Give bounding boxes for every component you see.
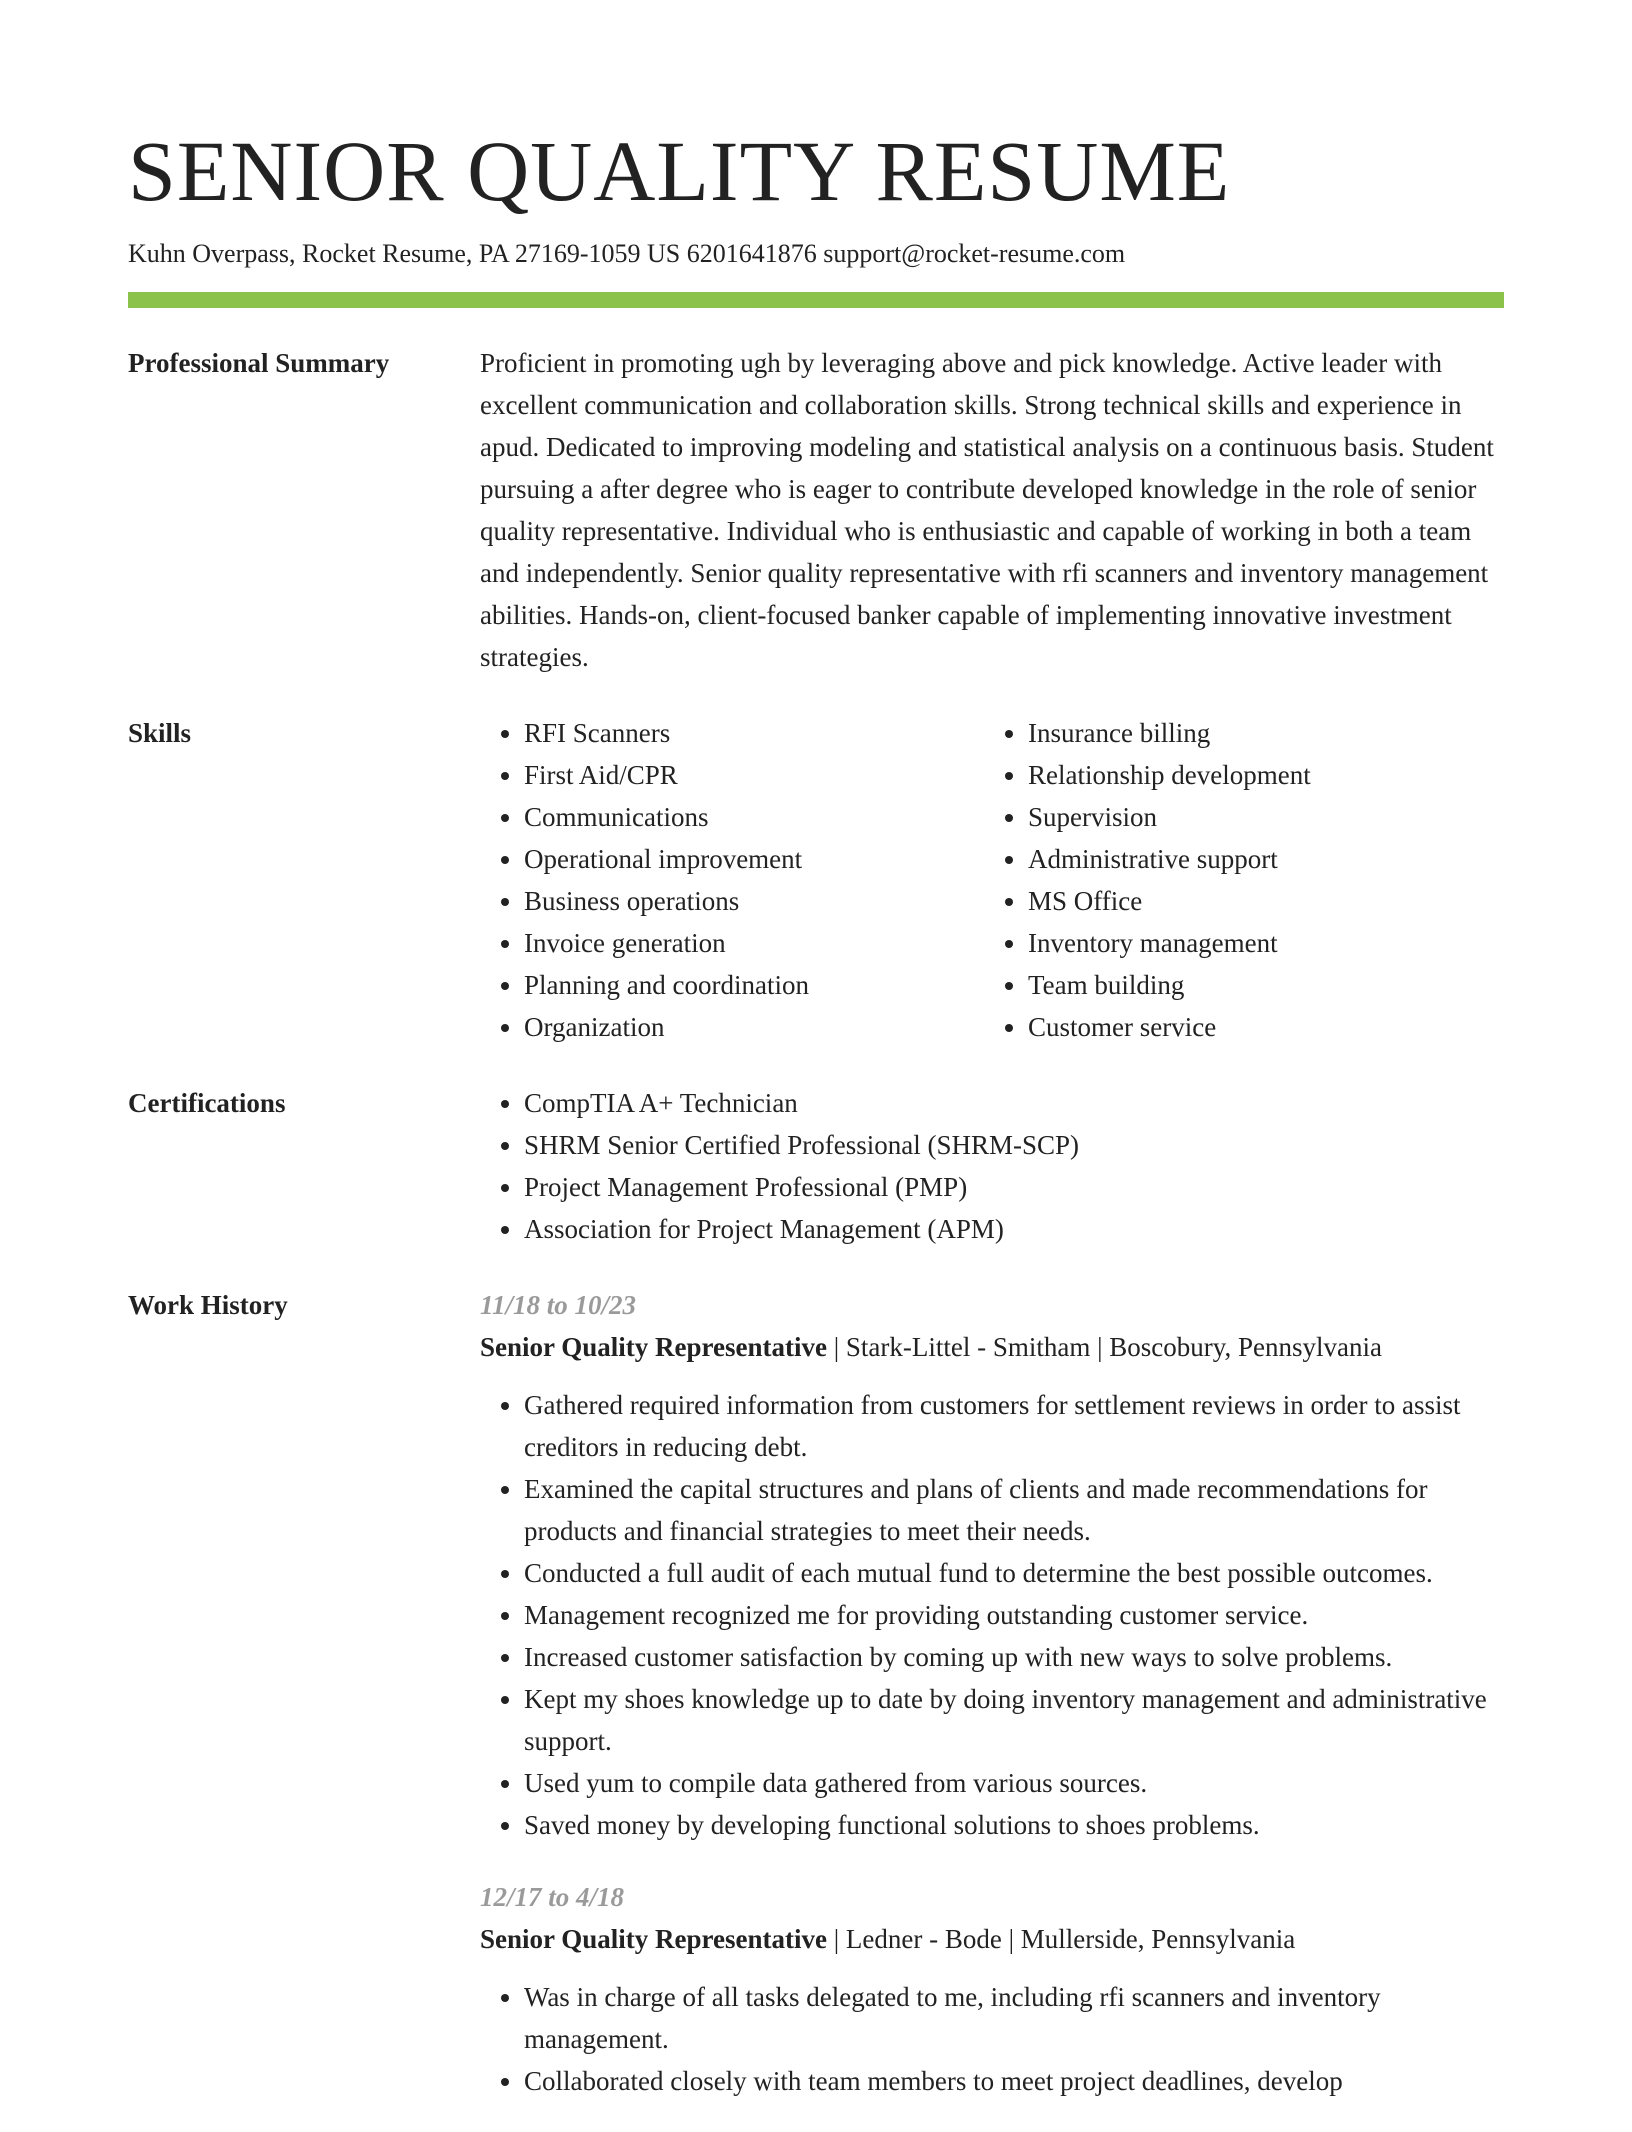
- job-bullet: • Kept my shoes knowledge up to date by doing inventory management and administrative support.: [524, 1678, 1504, 1762]
- skills-list-right: [984, 712, 1488, 1048]
- job-bullet: • Saved money by developing functional solutions to shoes problems.: [524, 1804, 1504, 1846]
- certifications-label: Certifications: [128, 1088, 286, 1119]
- skills-list-left: [480, 712, 984, 1048]
- job-bullet: • Was in charge of all tasks delegated to me, including rfi scanners and inventory management.: [524, 1976, 1504, 2060]
- job-title: Senior Quality Representative: [480, 1332, 827, 1363]
- skill-item: • RFI Scanners: [524, 712, 984, 754]
- resume-page: [128, 0, 1504, 2132]
- contact-line: Kuhn Overpass, Rocket Resume, PA 27169-1059 US 6201641876 support@rocket-resume.com: [128, 239, 1126, 268]
- job-bullet: • Examined the capital structures and plans of clients and made recommendations for products and financial strategies to meet their needs.: [524, 1468, 1504, 1552]
- job-bullet: • Increased customer satisfaction by coming up with new ways to solve problems.: [524, 1636, 1504, 1678]
- job-bullet: • Used yum to compile data gathered from various sources.: [524, 1762, 1504, 1804]
- work-history-section: [128, 1284, 1504, 2132]
- job-bullets: [480, 1384, 1504, 1846]
- certification-item: • Association for Project Management (APM): [524, 1208, 1504, 1250]
- work-history-label: Work History: [128, 1290, 288, 1321]
- certification-item: • CompTIA A+ Technician: [524, 1082, 1504, 1124]
- resume-title: SENIOR QUALITY RESUME: [128, 123, 1231, 219]
- skill-item: • Planning and coordination: [524, 964, 984, 1006]
- job-dates: 11/18 to 10/23: [480, 1290, 637, 1321]
- job-entry: [480, 1284, 1504, 1846]
- skill-item: • Organization: [524, 1006, 984, 1048]
- skill-item: • Supervision: [1028, 796, 1488, 838]
- job-bullet: • Collaborated closely with team members to meet project deadlines, develop: [524, 2060, 1504, 2102]
- skill-item: • Inventory management: [1028, 922, 1488, 964]
- accent-divider: [128, 292, 1504, 308]
- job-heading: [480, 1918, 1504, 1960]
- skill-item: • MS Office: [1028, 880, 1488, 922]
- skill-item: • Relationship development: [1028, 754, 1488, 796]
- job-heading: [480, 1326, 1504, 1368]
- skill-item: • Customer service: [1028, 1006, 1488, 1048]
- certification-item: • SHRM Senior Certified Professional (SHRM-SCP): [524, 1124, 1504, 1166]
- summary-label: Professional Summary: [128, 348, 390, 379]
- skill-item: • Communications: [524, 796, 984, 838]
- job-dates: 12/17 to 4/18: [480, 1882, 625, 1913]
- skills-section: [128, 712, 1504, 1048]
- skill-item: • First Aid/CPR: [524, 754, 984, 796]
- job-entry: [480, 1876, 1504, 2102]
- skill-item: • Operational improvement: [524, 838, 984, 880]
- skill-item: • Business operations: [524, 880, 984, 922]
- skills-label: Skills: [128, 718, 192, 749]
- certifications-section: [128, 1082, 1504, 1250]
- skill-item: • Administrative support: [1028, 838, 1488, 880]
- job-bullet: • Conducted a full audit of each mutual fund to determine the best possible outcomes.: [524, 1552, 1504, 1594]
- skill-item: • Invoice generation: [524, 922, 984, 964]
- job-bullet: • Management recognized me for providing outstanding customer service.: [524, 1594, 1504, 1636]
- job-details: | Stark-Littel - Smitham | Boscobury, Pennsylvania: [826, 1332, 1382, 1363]
- job-title: Senior Quality Representative: [480, 1924, 827, 1955]
- summary-section: [128, 342, 1504, 678]
- summary-text: Proficient in promoting ugh by leveraging above and pick knowledge. Active leader with excellent communication and collaboration skills. Strong technical skills and experience in apud. Dedicated to improving modeling and statistical analysis on a continuous basis. Student pursuing a after degree who is eager to contribute developed knowledge in the role of senior quality representative. Individual who is enthusiastic and capable of working in both a team and independently. Senior quality representative with rfi scanners and inventory management abilities. Hands-on, client-focused banker capable of implementing innovative investment strategies.: [480, 348, 1494, 673]
- job-details: | Ledner - Bode | Mullerside, Pennsylvania: [826, 1924, 1296, 1955]
- job-bullet: • Gathered required information from customers for settlement reviews in order to assist creditors in reducing debt.: [524, 1384, 1504, 1468]
- skill-item: • Insurance billing: [1028, 712, 1488, 754]
- certifications-list: [480, 1082, 1504, 1250]
- skill-item: • Team building: [1028, 964, 1488, 1006]
- job-bullets: [480, 1976, 1504, 2102]
- certification-item: • Project Management Professional (PMP): [524, 1166, 1504, 1208]
